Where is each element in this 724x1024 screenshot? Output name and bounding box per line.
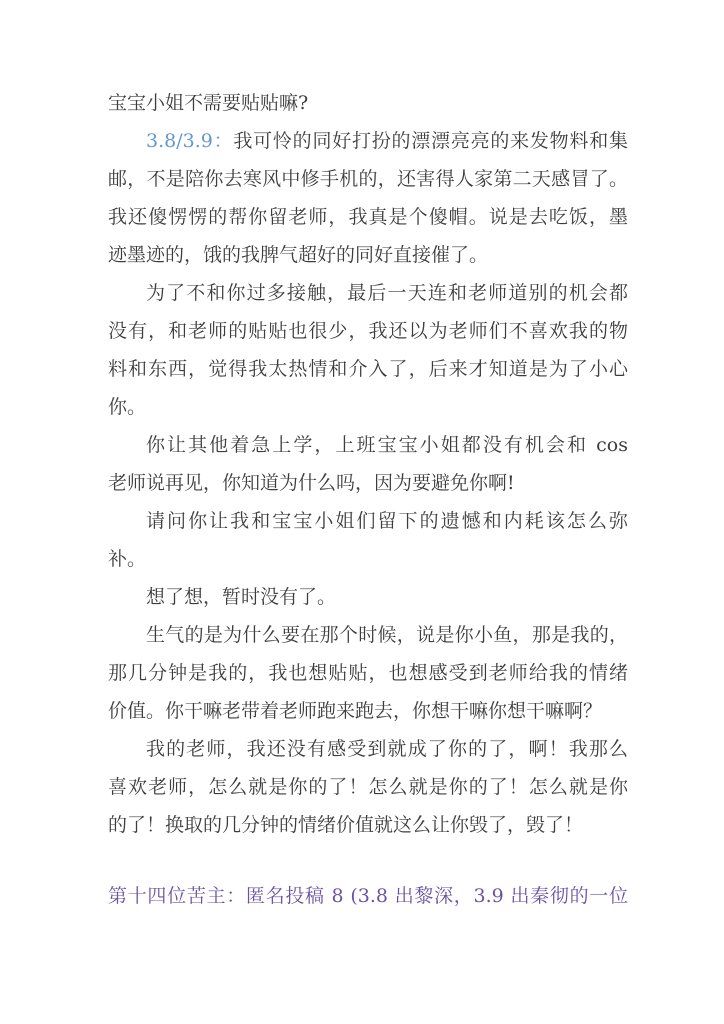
body-line: 料和东西，觉得我太热情和介入了，后来才知道是为了小心 bbox=[108, 358, 628, 380]
body-line: 老师说再见，你知道为什么吗，因为要避免你啊! bbox=[108, 472, 515, 494]
body-line: 没有，和老师的贴贴也很少，我还以为老师们不喜欢我的物 bbox=[108, 320, 628, 342]
body-line: 想了想，暂时没有了。 bbox=[146, 586, 337, 608]
body-line: 补。 bbox=[108, 548, 147, 570]
body-line bbox=[108, 122, 628, 160]
body-line: 我还傻愣愣的帮你留老师，我真是个傻帽。说是去吃饭，墨 bbox=[108, 206, 628, 228]
body-line: 迹墨迹的，饿的我脾气超好的同好直接催了。 bbox=[108, 244, 489, 266]
date-prefix: 3.8/3.9： bbox=[146, 130, 234, 152]
body-line: 你。 bbox=[108, 396, 147, 418]
body-line: 那几分钟是我的，我也想贴贴，也想感受到老师给我的情绪 bbox=[108, 662, 628, 684]
body-line: 请问你让我和宝宝小姐们留下的遗憾和内耗该怎么弥 bbox=[146, 510, 628, 532]
body-line: 生气的是为什么要在那个时候，说是你小鱼，那是我的， bbox=[146, 624, 628, 646]
body-line: 为了不和你过多接触，最后一天连和老师道别的机会都 bbox=[146, 282, 628, 304]
body-line: 你让其他着急上学，上班宝宝小姐都没有机会和 cos bbox=[146, 434, 628, 456]
body-line: 我的老师，我还没有感受到就成了你的了，啊！我那么 bbox=[146, 738, 628, 760]
body-line: 喜欢老师，怎么就是你的了！怎么就是你的了！怎么就是你 bbox=[108, 776, 628, 798]
body-line: 宝宝小姐不需要贴贴嘛? bbox=[108, 92, 309, 114]
body-line: 的了！换取的几分钟的情绪价值就这么让你毁了，毁了！ bbox=[108, 814, 584, 836]
body-line-text: 我可怜的同好打扮的漂漂亮亮的来发物料和集 bbox=[233, 130, 628, 152]
body-line: 价值。你干嘛老带着老师跑来跑去，你想干嘛你想干嘛啊？ bbox=[108, 700, 603, 722]
footer-line: 第十四位苦主：匿名投稿 8 (3.8 出黎深，3.9 出秦彻的一位 bbox=[108, 885, 628, 907]
body-line: 邮，不是陪你去寒风中修手机的，还害得人家第二天感冒了。 bbox=[108, 168, 628, 190]
